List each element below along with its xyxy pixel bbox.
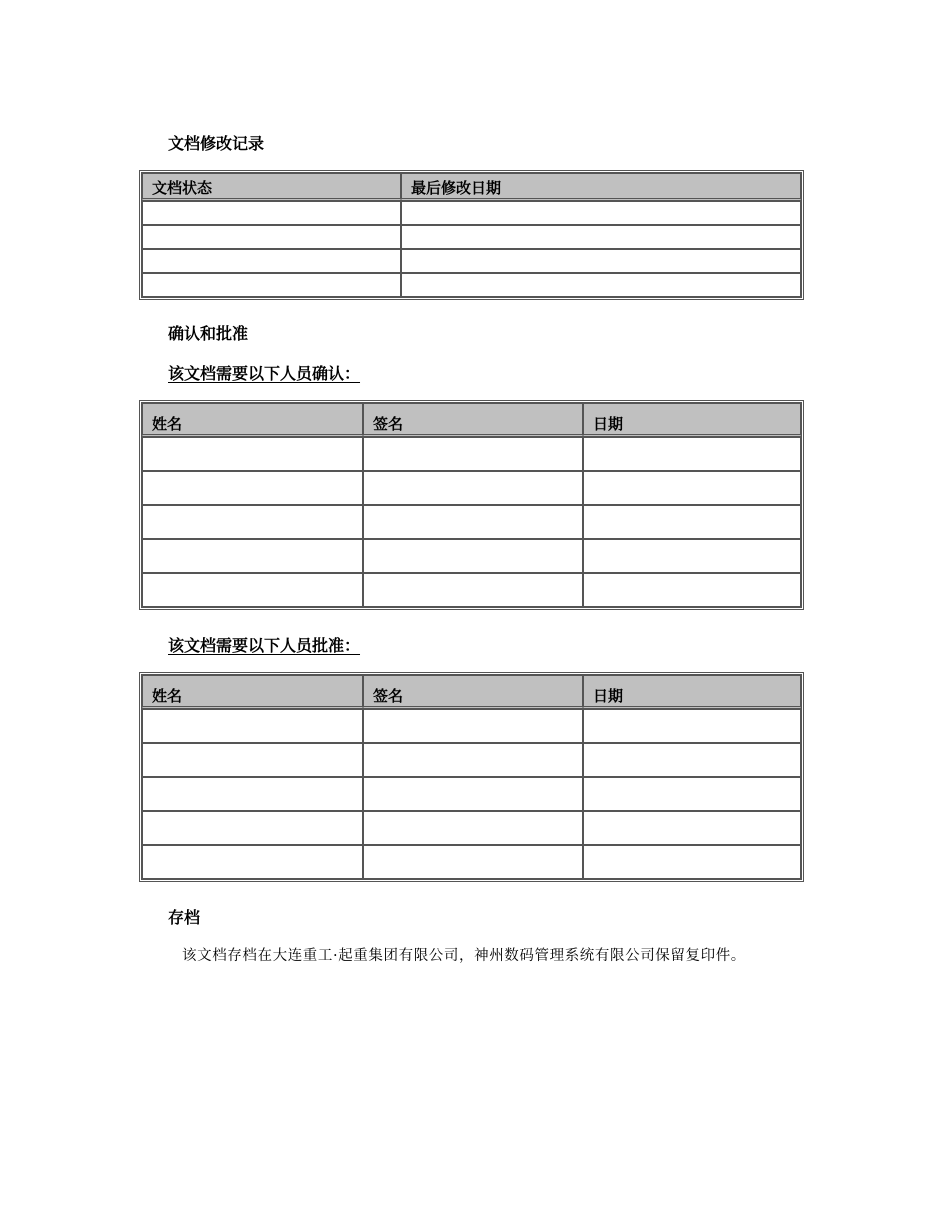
column-header-last-modified-date: 最后修改日期 [401,173,801,201]
table-cell[interactable] [142,505,363,539]
column-header-document-status: 文档状态 [142,173,401,201]
table-cell[interactable] [363,573,583,607]
column-header-date: 日期 [583,403,801,437]
approval-table [139,672,804,882]
table-cell[interactable] [142,811,363,845]
table-cell[interactable] [583,573,801,607]
table-row [142,273,801,297]
table-cell[interactable] [142,539,363,573]
table-row [142,225,801,249]
table-row [142,573,801,607]
table-header-row [142,173,801,201]
table-row [142,249,801,273]
table-cell[interactable] [583,811,801,845]
approve-subheading: 该文档需要以下人员批准： [168,636,361,655]
table-cell[interactable] [142,573,363,607]
table-row [142,471,801,505]
column-header-name: 姓名 [142,403,363,437]
table-row [142,743,801,777]
table-row [142,201,801,225]
table-cell[interactable] [142,471,363,505]
table-cell[interactable] [142,201,401,225]
table-cell[interactable] [363,777,583,811]
table-cell[interactable] [363,505,583,539]
table-row [142,811,801,845]
table-cell[interactable] [142,249,401,273]
table-cell[interactable] [401,249,801,273]
table-cell[interactable] [363,539,583,573]
table-cell[interactable] [401,273,801,297]
table-cell[interactable] [401,201,801,225]
column-header-signature: 签名 [363,403,583,437]
column-header-date: 日期 [583,675,801,709]
table-cell[interactable] [583,437,801,471]
table-cell[interactable] [363,709,583,743]
table-cell[interactable] [363,811,583,845]
revision-record-heading: 文档修改记录 [168,134,265,153]
confirmation-approval-heading: 确认和批准 [168,324,249,343]
table-cell[interactable] [583,845,801,879]
table-header-row [142,675,801,709]
table-cell[interactable] [142,845,363,879]
column-header-signature: 签名 [363,675,583,709]
table-cell[interactable] [363,743,583,777]
table-row [142,505,801,539]
table-cell[interactable] [142,273,401,297]
table-cell[interactable] [583,709,801,743]
table-row [142,845,801,879]
table-cell[interactable] [583,777,801,811]
table-cell[interactable] [583,743,801,777]
table-row [142,437,801,471]
table-cell[interactable] [583,471,801,505]
table-row [142,777,801,811]
table-cell[interactable] [363,845,583,879]
table-row [142,539,801,573]
archive-paragraph: 该文档存档在大连重工·起重集团有限公司，神州数码管理系统有限公司保留复印件。 [182,948,746,964]
confirmation-table [139,400,804,610]
table-header-row [142,403,801,437]
table-cell[interactable] [363,437,583,471]
table-cell[interactable] [142,225,401,249]
archive-heading: 存档 [168,908,201,927]
table-cell[interactable] [401,225,801,249]
table-cell[interactable] [142,437,363,471]
table-cell[interactable] [363,471,583,505]
column-header-name: 姓名 [142,675,363,709]
table-cell[interactable] [142,743,363,777]
table-row [142,709,801,743]
table-cell[interactable] [142,777,363,811]
table-cell[interactable] [583,505,801,539]
revision-record-table [139,170,804,300]
confirm-subheading: 该文档需要以下人员确认： [168,364,361,383]
table-cell[interactable] [583,539,801,573]
table-cell[interactable] [142,709,363,743]
